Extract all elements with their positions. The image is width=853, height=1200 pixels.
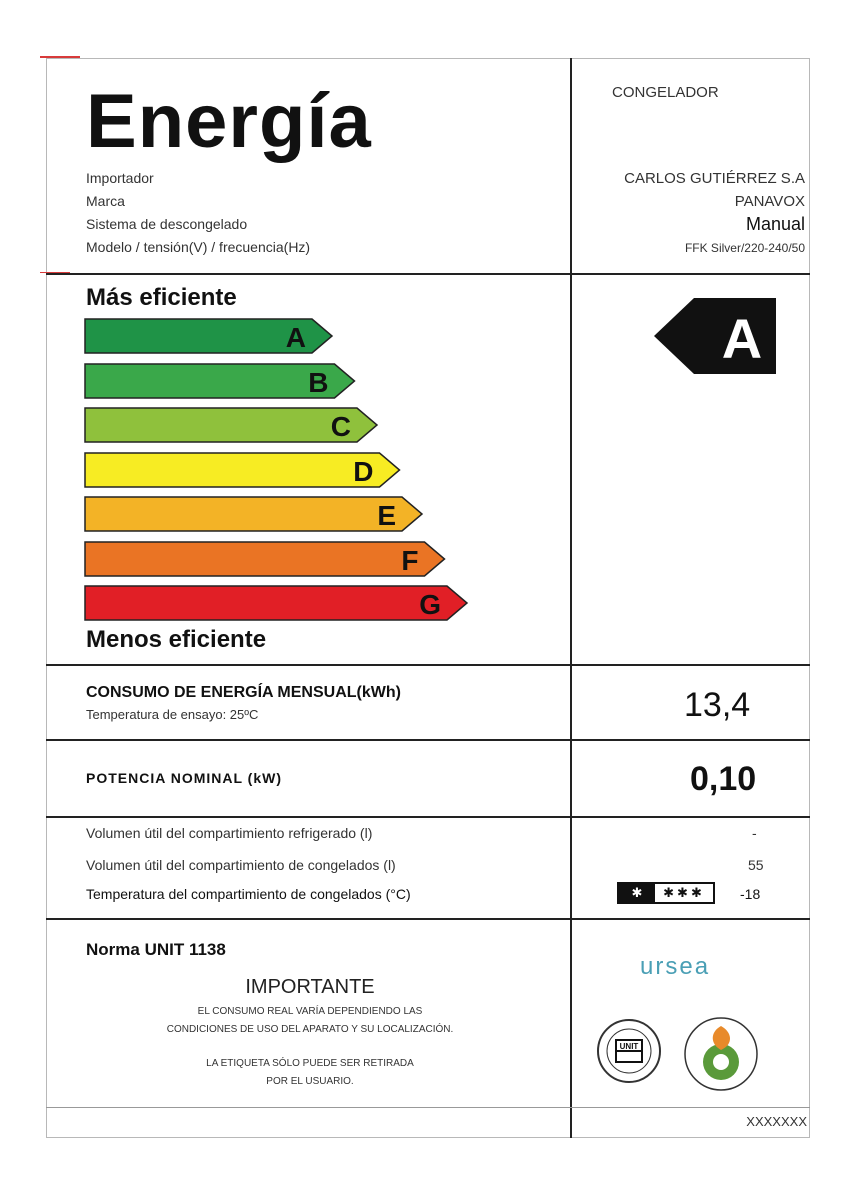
divider-header [46, 273, 810, 275]
freezer-temperature-label: Temperatura del compartimiento de congelados (°C) [86, 886, 411, 902]
divider-consumption [46, 739, 810, 741]
field-value-defrost: Manual [745, 214, 805, 234]
consumption-subtitle: Temperatura de ensayo: 25ºC [86, 707, 259, 722]
efficiency-bar-c [84, 407, 381, 443]
efficiency-bar-a [84, 318, 336, 354]
important-line-1: EL CONSUMO REAL VARÍA DEPENDIENDO LAS [197, 1006, 423, 1017]
efficiency-bar-g [84, 585, 471, 621]
efficiency-bar-letter: A [285, 322, 306, 353]
star-rating-icon: ✱ [619, 884, 655, 902]
power-title: POTENCIA NOMINAL (kW) [86, 770, 282, 786]
column-divider [570, 58, 572, 1138]
field-label-model: Modelo / tensión(V) / frecuencia(Hz) [86, 239, 311, 255]
divider-volumes [46, 918, 810, 920]
unit-seal-icon [596, 1018, 662, 1089]
ursea-logo: ursea [640, 953, 711, 980]
label-code: XXXXXXX [746, 1114, 807, 1129]
efficiency-bar-letter: C [330, 411, 351, 442]
norma-label: Norma UNIT 1138 [86, 940, 226, 959]
efficiency-bar-f [84, 541, 449, 577]
efficiency-bar-letter: D [353, 455, 374, 487]
field-label-importer: Importador [86, 170, 154, 186]
label-title: Energía [86, 79, 372, 164]
volume-freezer-label: Volumen útil del compartimiento de congelados (l) [86, 857, 396, 873]
star-rating-stars: ✱✱✱ [655, 884, 713, 902]
divider-footer [46, 1107, 810, 1108]
consumption-value: 13,4 [684, 686, 751, 724]
notice-line-2: POR EL USUARIO. [266, 1076, 354, 1087]
efficiency-bar-d [84, 452, 404, 488]
efficiency-bar-letter: E [377, 500, 396, 531]
unit-logo-text: UNIT [619, 1042, 639, 1051]
field-label-defrost: Sistema de descongelado [86, 216, 248, 232]
notice-line-1: LA ETIQUETA SÓLO PUEDE SER RETIRADA [206, 1058, 414, 1069]
divider-power [46, 816, 810, 818]
freezer-temperature-value: -18 [740, 886, 761, 902]
field-value-brand: PANAVOX [734, 193, 805, 210]
consumption-title: CONSUMO DE ENERGÍA MENSUAL(kWh) [86, 684, 401, 701]
efficiency-rating-arrow [654, 298, 776, 379]
important-line-2: CONDICIONES DE USO DEL APARATO Y SU LOCALIZACIÓN. [166, 1024, 454, 1035]
less-efficient-label: Menos eficiente [86, 626, 267, 653]
volume-refrigerated-value: - [752, 825, 757, 841]
field-label-brand: Marca [86, 193, 125, 209]
efficiency-bar-letter: B [308, 366, 329, 398]
volume-freezer-value: 55 [748, 857, 764, 873]
efficiency-bar-letter: F [401, 544, 419, 576]
top-accent-line [40, 56, 80, 58]
efficiency-bar-e [84, 496, 426, 532]
efficiency-rating-letter: A [721, 307, 763, 370]
product-type: CONGELADOR [612, 84, 719, 101]
field-value-model: FFK Silver/220-240/50 [684, 241, 805, 255]
more-efficient-label: Más eficiente [86, 284, 237, 311]
volume-refrigerated-label: Volumen útil del compartimiento refrigerado (l) [86, 825, 373, 841]
efficiency-bar-letter: G [419, 589, 441, 620]
important-heading: IMPORTANTE [245, 976, 375, 998]
field-value-importer: CARLOS GUTIÉRREZ S.A [624, 170, 805, 187]
power-value: 0,10 [690, 760, 757, 798]
efficiency-bar-b [84, 363, 359, 399]
freezer-star-rating [617, 882, 715, 904]
efficiency-seal-icon [676, 1014, 766, 1099]
divider-efficiency [46, 664, 810, 666]
